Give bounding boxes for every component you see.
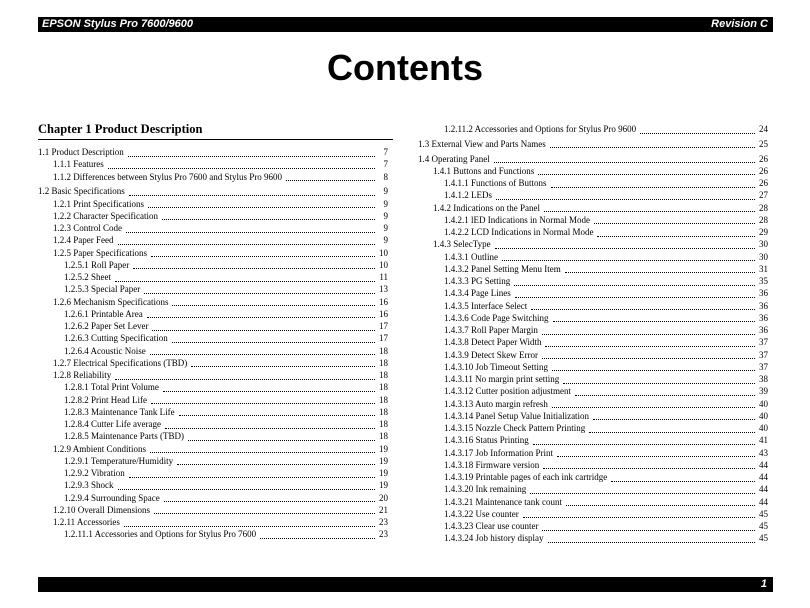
- dot-leader: [177, 456, 375, 465]
- toc-entry-page: 8: [383, 171, 388, 182]
- dot-leader: [126, 224, 375, 233]
- toc-entry[interactable]: [38, 171, 388, 183]
- toc-entry-page: 9: [383, 223, 388, 233]
- toc-entry[interactable]: [418, 349, 768, 361]
- toc-entry-label: 1.4.3.7 Roll Paper Margin: [444, 325, 538, 335]
- toc-right-column: [418, 123, 768, 545]
- toc-entry-page: 45: [759, 521, 768, 531]
- dot-leader: [594, 215, 755, 224]
- toc-entry-label: 1.2.8.4 Cutter Life average: [64, 419, 161, 429]
- toc-entry-page: 10: [379, 247, 388, 258]
- toc-entry[interactable]: [418, 434, 768, 446]
- toc-entry[interactable]: [418, 373, 768, 385]
- toc-entry-label: 1.4.2 Indications on the Panel: [433, 202, 540, 213]
- toc-entry-label: 1.2.8.1 Total Print Volume: [64, 382, 159, 393]
- toc-entry-label: 1.4.3.24 Job history display: [444, 533, 544, 544]
- toc-entry-label: 1.2.2 Character Specification: [53, 210, 158, 221]
- toc-entry-page: 9: [383, 198, 388, 209]
- dot-leader: [108, 160, 375, 169]
- dot-leader: [514, 277, 755, 286]
- page-number: 1: [760, 578, 767, 590]
- toc-entry-page: 37: [759, 337, 768, 348]
- toc-entry-page: 45: [759, 533, 768, 544]
- page-title: Contents: [327, 47, 483, 88]
- toc-entry[interactable]: [418, 496, 768, 508]
- dot-leader: [115, 273, 375, 282]
- dot-leader: [550, 139, 755, 148]
- dot-leader: [165, 420, 375, 429]
- toc-entry[interactable]: [38, 271, 388, 283]
- toc-entry-page: 31: [759, 263, 768, 274]
- toc-entry-label: 1.4.3.20 Ink remaining: [444, 484, 527, 495]
- toc-entry-page: 18: [379, 406, 388, 417]
- toc-entry[interactable]: [418, 447, 768, 459]
- toc-entry-label: 1.4.3 SelecType: [433, 239, 491, 250]
- toc-entry-page: 16: [379, 308, 388, 319]
- toc-entry[interactable]: [38, 504, 388, 516]
- toc-entry[interactable]: [38, 369, 388, 381]
- dot-leader: [566, 497, 755, 506]
- toc-entry[interactable]: [418, 410, 768, 422]
- toc-entry-page: 19: [379, 455, 388, 466]
- dot-leader: [163, 383, 375, 392]
- toc-entry-label: 1.4.3.18 Firmware version: [444, 459, 540, 470]
- dot-leader: [575, 387, 755, 396]
- dot-leader: [597, 228, 755, 237]
- dot-leader: [164, 493, 375, 502]
- dot-leader: [589, 424, 755, 433]
- dot-leader: [118, 236, 376, 245]
- toc-entry-label: 1.4.3.3 PG Setting: [444, 276, 511, 286]
- toc-entry[interactable]: [38, 467, 388, 479]
- dot-leader: [593, 411, 755, 420]
- dot-leader: [144, 285, 375, 294]
- toc-entry-label: 1.4.3.10 Job Timeout Setting: [444, 361, 549, 372]
- toc-entry-label: 1.2.8.3 Maintenance Tank Life: [64, 406, 175, 417]
- dot-leader: [557, 448, 755, 457]
- toc-entry-label: 1.4.1.2 LEDs: [444, 190, 492, 201]
- toc-entry[interactable]: [418, 123, 768, 135]
- toc-entry[interactable]: [38, 479, 388, 491]
- toc-entry[interactable]: [418, 483, 768, 495]
- toc-entry-page: 19: [379, 468, 388, 478]
- toc-entry-page: 28: [759, 214, 768, 225]
- toc-entry[interactable]: [38, 418, 388, 430]
- dot-leader: [640, 125, 755, 134]
- toc-entry[interactable]: [418, 385, 768, 397]
- chapter-heading: Chapter 1 Product Description: [38, 122, 393, 140]
- toc-entry[interactable]: [38, 381, 388, 393]
- dot-leader: [128, 148, 375, 157]
- toc-entry-label: 1.2.9.2 Vibration: [64, 468, 125, 478]
- toc-entry[interactable]: [418, 312, 768, 324]
- toc-entry-label: 1.2.9.1 Temperature/Humidity: [64, 455, 174, 466]
- toc-entry-page: 18: [379, 394, 388, 405]
- toc-entry-label: 1.2.9.3 Shock: [64, 480, 114, 491]
- dot-leader: [563, 375, 755, 384]
- toc-entry[interactable]: [38, 185, 388, 197]
- toc-entry[interactable]: [418, 153, 768, 165]
- toc-entry[interactable]: [38, 443, 388, 455]
- toc-entry-label: 1.2.10 Overall Dimensions: [53, 504, 150, 515]
- toc-entry-page: 18: [379, 357, 388, 368]
- toc-entry-page: 30: [759, 251, 768, 262]
- toc-entry-page: 26: [759, 153, 768, 164]
- toc-entry[interactable]: [38, 222, 388, 234]
- toc-entry[interactable]: [38, 210, 388, 222]
- dot-leader: [552, 399, 755, 408]
- toc-entry[interactable]: [38, 516, 388, 528]
- dot-leader: [118, 481, 376, 490]
- dot-leader: [286, 172, 375, 181]
- toc-entry-label: 1.1 Product Description: [38, 147, 124, 157]
- toc-entry-page: 18: [379, 382, 388, 393]
- toc-entry[interactable]: [418, 520, 768, 532]
- toc-entry[interactable]: [418, 508, 768, 520]
- dot-leader: [530, 485, 755, 494]
- toc-entry[interactable]: [38, 528, 388, 540]
- toc-entry-label: 1.2.6.2 Paper Set Lever: [64, 321, 149, 331]
- toc-entry[interactable]: [418, 287, 768, 299]
- toc-entry-page: 19: [379, 443, 388, 454]
- toc-entry-label: 1.4.3.12 Cutter position adjustment: [444, 386, 571, 397]
- dot-leader: [542, 522, 755, 531]
- dot-leader: [565, 264, 755, 273]
- toc-entry[interactable]: [38, 259, 388, 271]
- toc-entry-label: 1.2.5.1 Roll Paper: [64, 259, 130, 270]
- toc-entry-label: 1.2.5.3 Special Paper: [64, 284, 141, 295]
- toc-entry-page: 23: [379, 529, 388, 540]
- toc-entry[interactable]: [38, 198, 388, 210]
- toc-entry[interactable]: [418, 471, 768, 483]
- toc-entry[interactable]: [418, 189, 768, 201]
- toc-entry[interactable]: [418, 324, 768, 336]
- toc-entry-page: 44: [759, 484, 768, 495]
- toc-entry-page: 24: [759, 124, 768, 134]
- toc-entry-page: 44: [759, 496, 768, 507]
- toc-entry-page: 38: [759, 374, 768, 384]
- toc-entry-label: 1.4.3.8 Detect Paper Width: [444, 337, 542, 348]
- toc-entry-label: 1.2.8 Reliability: [53, 370, 112, 380]
- toc-entry-page: 44: [759, 472, 768, 482]
- dot-leader: [179, 407, 375, 416]
- toc-entry-label: 1.4.3.5 Interface Select: [444, 300, 528, 311]
- toc-entry-page: 28: [759, 202, 768, 213]
- toc-entry[interactable]: [418, 300, 768, 312]
- toc-entry-page: 40: [759, 410, 768, 421]
- toc-entry[interactable]: [418, 177, 768, 189]
- toc-entry[interactable]: [38, 247, 388, 259]
- toc-entry[interactable]: [38, 283, 388, 295]
- toc-entry-page: 13: [379, 284, 388, 295]
- toc-entry-page: 16: [379, 296, 388, 307]
- toc-entry-page: 9: [383, 186, 388, 197]
- dot-leader: [523, 509, 755, 518]
- page-footer-bar: [38, 577, 773, 592]
- toc-entry[interactable]: [38, 308, 388, 320]
- dot-leader: [515, 289, 755, 298]
- toc-entry-label: 1.4.2.1 lED Indications in Normal Mode: [444, 214, 590, 225]
- dot-leader: [533, 436, 755, 445]
- toc-entry-label: 1.2.6.1 Printable Area: [64, 308, 143, 319]
- toc-entry-label: 1.2.6 Mechanism Specifications: [53, 296, 169, 307]
- dot-leader: [162, 211, 375, 220]
- toc-entry-page: 11: [379, 272, 388, 282]
- dot-leader: [542, 326, 755, 335]
- toc-entry-page: 18: [379, 419, 388, 429]
- toc-entry-label: 1.4.3.1 Outline: [444, 251, 498, 262]
- toc-entry-label: 1.4.3.13 Auto margin refresh: [444, 398, 548, 409]
- toc-entry-label: 1.4.3.14 Panel Setup Value Initialization: [444, 410, 590, 421]
- toc-entry-page: 26: [759, 165, 768, 176]
- toc-entry[interactable]: [418, 226, 768, 238]
- toc-entry[interactable]: [418, 532, 768, 544]
- toc-entry-page: 7: [383, 159, 388, 170]
- toc-entry[interactable]: [418, 275, 768, 287]
- dot-leader: [494, 154, 755, 163]
- toc-entry-page: 7: [383, 147, 388, 157]
- toc-entry-label: 1.4.3.9 Detect Skew Error: [444, 349, 538, 360]
- dot-leader: [542, 350, 755, 359]
- toc-entry[interactable]: [38, 158, 388, 170]
- toc-entry-label: 1.4.1.1 Functions of Buttons: [444, 178, 547, 188]
- toc-entry-label: 1.2.4 Paper Feed: [53, 235, 114, 246]
- dot-leader: [188, 432, 375, 441]
- dot-leader: [495, 240, 755, 249]
- toc-entry-page: 36: [759, 325, 768, 335]
- toc-entry-label: 1.4 Operating Panel: [418, 153, 490, 164]
- toc-entry[interactable]: [38, 146, 388, 158]
- toc-entry-label: 1.2.9.4 Surrounding Space: [64, 492, 160, 503]
- toc-entry-label: 1.2.11.1 Accessories and Options for Stylus Pro 7600: [64, 529, 257, 540]
- toc-entry-page: 17: [379, 333, 388, 344]
- dot-leader: [502, 252, 755, 261]
- toc-entry-page: 45: [759, 508, 768, 519]
- toc-entry-label: 1.4.3.23 Clear use counter: [444, 521, 539, 531]
- dot-leader: [124, 518, 375, 527]
- dot-leader: [551, 179, 755, 188]
- toc-entry[interactable]: [418, 165, 768, 177]
- toc-entry-label: 1.2.5.2 Sheet: [64, 272, 111, 282]
- toc-entry[interactable]: [418, 263, 768, 275]
- toc-entry-page: 37: [759, 361, 768, 372]
- toc-entry-page: 35: [759, 276, 768, 286]
- dot-leader: [150, 444, 375, 453]
- dot-leader: [151, 248, 375, 257]
- toc-entry[interactable]: [38, 234, 388, 246]
- dot-leader: [115, 371, 375, 380]
- toc-entry-label: 1.2.1 Print Specifications: [53, 198, 144, 209]
- dot-leader: [172, 297, 375, 306]
- toc-entry[interactable]: [38, 357, 388, 369]
- toc-entry[interactable]: [38, 430, 388, 442]
- toc-entry-label: 1.4.3.21 Maintenance tank count: [444, 496, 562, 507]
- dot-leader: [611, 473, 755, 482]
- dot-leader: [496, 191, 755, 200]
- toc-entry-label: 1.3 External View and Parts Names: [418, 138, 546, 149]
- toc-entry-page: 41: [759, 435, 768, 446]
- toc-entry-label: 1.4.3.4 Page Lines: [444, 288, 511, 299]
- toc-entry-label: 1.2.8.5 Maintenance Parts (TBD): [64, 431, 184, 442]
- toc-entry-label: 1.2.6.3 Cutting Specification: [64, 333, 168, 344]
- toc-entry-label: 1.2.5 Paper Specifications: [53, 247, 147, 258]
- toc-entry-label: 1.4.3.6 Code Page Switching: [444, 312, 549, 323]
- toc-entry-label: 1.1.2 Differences between Stylus Pro 7600 and Stylus Pro 9600: [53, 171, 283, 182]
- toc-entry-label: 1.2.6.4 Acoustic Noise: [64, 345, 146, 356]
- toc-entry-label: 1.4.3.16 Status Printing: [444, 435, 529, 446]
- toc-entry-label: 1.2.11.2 Accessories and Options for Stylus Pro 9600: [444, 124, 637, 134]
- toc-entry[interactable]: [418, 138, 768, 150]
- toc-entry-page: 44: [759, 459, 768, 470]
- toc-entry[interactable]: [418, 202, 768, 214]
- toc-entry-label: 1.4.3.11 No margin print setting: [444, 374, 560, 384]
- toc-entry-page: 29: [759, 227, 768, 237]
- toc-entry[interactable]: [418, 398, 768, 410]
- toc-entry-page: 18: [379, 431, 388, 442]
- toc-entry-page: 27: [759, 190, 768, 201]
- dot-leader: [544, 203, 755, 212]
- toc-entry[interactable]: [38, 332, 388, 344]
- toc-entry[interactable]: [418, 251, 768, 263]
- toc-entry-page: 26: [759, 178, 768, 188]
- toc-entry-page: 40: [759, 398, 768, 409]
- toc-entry-page: 9: [383, 235, 388, 246]
- toc-entry[interactable]: [418, 336, 768, 348]
- toc-entry-page: 36: [759, 312, 768, 323]
- toc-entry[interactable]: [418, 459, 768, 471]
- toc-entry-label: 1.2.11 Accessories: [53, 517, 120, 527]
- toc-entry[interactable]: [418, 361, 768, 373]
- dot-leader: [148, 199, 375, 208]
- toc-entry-page: 25: [759, 138, 768, 149]
- dot-leader: [531, 301, 755, 310]
- toc-entry-page: 18: [379, 370, 388, 380]
- toc-entry-label: 1.2.8.2 Print Head Life: [64, 394, 147, 405]
- dot-leader: [545, 338, 755, 347]
- dot-leader: [154, 505, 375, 514]
- toc-entry-label: 1.2.9 Ambient Conditions: [53, 443, 147, 454]
- dot-leader: [543, 460, 755, 469]
- toc-entry-page: 18: [379, 345, 388, 356]
- toc-entry-label: 1.2.3 Control Code: [53, 223, 122, 233]
- dot-leader: [133, 260, 375, 269]
- toc-entry-label: 1.4.3.19 Printable pages of each ink cartridge: [444, 472, 608, 482]
- toc-entry-page: 40: [759, 423, 768, 433]
- toc-entry-page: 17: [379, 321, 388, 331]
- document-title: EPSON Stylus Pro 7600/9600: [42, 18, 194, 30]
- toc-entry-page: 37: [759, 349, 768, 360]
- toc-entry[interactable]: [38, 455, 388, 467]
- toc-entry[interactable]: [38, 394, 388, 406]
- toc-entry-label: 1.1.1 Features: [53, 159, 104, 170]
- dot-leader: [191, 358, 375, 367]
- toc-entry-page: 21: [379, 504, 388, 515]
- dot-leader: [538, 166, 755, 175]
- toc-entry-page: 10: [379, 259, 388, 270]
- dot-leader: [147, 309, 375, 318]
- toc-entry[interactable]: [418, 214, 768, 226]
- dot-leader: [129, 469, 375, 478]
- dot-leader: [548, 534, 755, 543]
- toc-entry-page: 36: [759, 300, 768, 311]
- dot-leader: [553, 313, 756, 322]
- toc-entry-label: 1.2 Basic Specifications: [38, 186, 125, 197]
- toc-entry-page: 20: [379, 492, 388, 503]
- toc-entry-label: 1.4.2.2 LCD Indications in Normal Mode: [444, 227, 594, 237]
- toc-entry-page: 39: [759, 386, 768, 397]
- toc-entry-page: 36: [759, 288, 768, 299]
- toc-entry-label: 1.4.1 Buttons and Functions: [433, 165, 535, 176]
- toc-entry-page: 30: [759, 239, 768, 250]
- toc-entry[interactable]: [38, 345, 388, 357]
- toc-entry-label: 1.2.7 Electrical Specifications (TBD): [53, 357, 188, 368]
- toc-entry[interactable]: [38, 296, 388, 308]
- toc-entry[interactable]: [38, 492, 388, 504]
- toc-entry-page: 19: [379, 480, 388, 491]
- toc-entry-label: 1.4.3.2 Panel Setting Menu Item: [444, 263, 561, 274]
- toc-entry[interactable]: [418, 422, 768, 434]
- dot-leader: [172, 334, 375, 343]
- toc-entry[interactable]: [418, 238, 768, 250]
- toc-entry[interactable]: [38, 320, 388, 332]
- toc-entry[interactable]: [38, 406, 388, 418]
- dot-leader: [129, 187, 375, 196]
- toc-entry-label: 1.4.3.15 Nozzle Check Pattern Printing: [444, 423, 586, 433]
- toc-left-column: [38, 146, 388, 541]
- revision-label: Revision C: [711, 18, 768, 30]
- dot-leader: [151, 395, 375, 404]
- toc-entry-page: 43: [759, 447, 768, 458]
- dot-leader: [150, 346, 375, 355]
- toc-entry-page: 9: [383, 210, 388, 221]
- dot-leader: [152, 322, 375, 331]
- dot-leader: [552, 362, 755, 371]
- toc-entry-page: 23: [379, 517, 388, 527]
- page-header-bar: [38, 17, 773, 32]
- dot-leader: [260, 530, 375, 539]
- toc-entry-label: 1.4.3.17 Job Information Print: [444, 447, 553, 458]
- toc-entry-label: 1.4.3.22 Use counter: [444, 508, 519, 519]
